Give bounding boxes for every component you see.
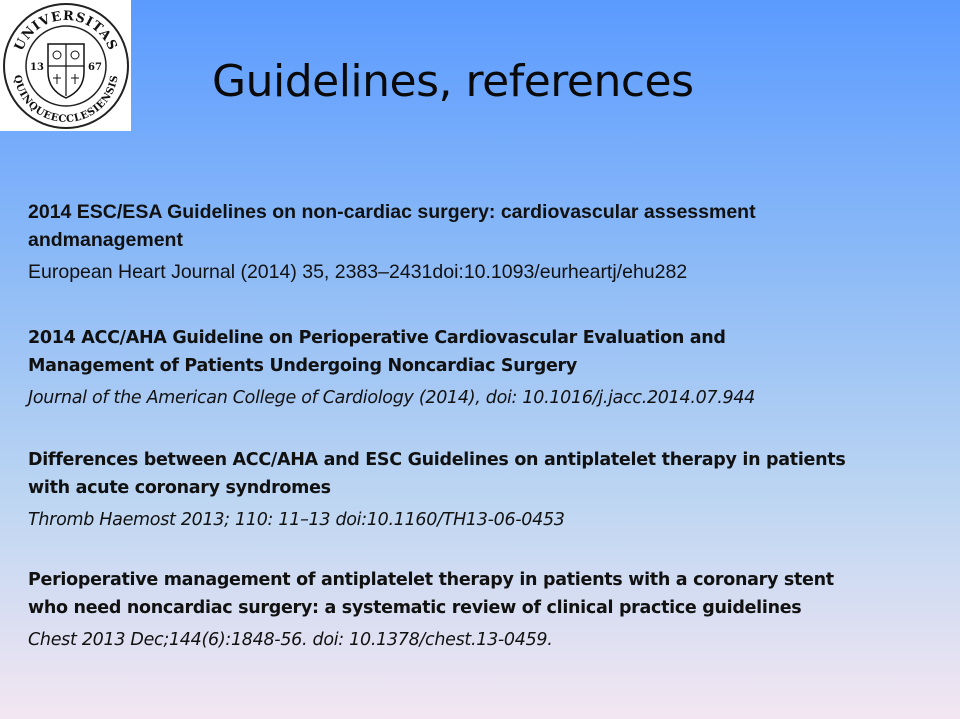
reference-title-line: andmanagement — [28, 229, 183, 251]
reference-source: Chest 2013 Dec;144(6):1848-56. doi: 10.1378/chest.13-0459. — [28, 630, 553, 650]
reference-title-line: who need noncardiac surgery: a systematic review of clinical practice guidelines — [28, 598, 802, 618]
reference-item — [28, 324, 948, 412]
reference-title-line: Management of Patients Undergoing Noncardiac Surgery — [28, 356, 577, 376]
reference-title-line: Perioperative management of antiplatelet therapy in patients with a coronary stent — [28, 570, 834, 590]
seal-icon — [0, 0, 131, 131]
reference-item — [28, 198, 948, 286]
svg-text:UNIVERSITAS: UNIVERSITAS — [12, 8, 120, 54]
svg-text:67: 67 — [88, 62, 102, 73]
university-seal-logo — [0, 0, 131, 131]
reference-item — [28, 446, 948, 534]
reference-list — [28, 198, 948, 654]
reference-item — [28, 566, 948, 654]
svg-text:QUINQUEECCLESIENSIS: QUINQUEECCLESIENSIS — [11, 74, 121, 126]
reference-title-line: 2014 ESC/ESA Guidelines on non-cardiac surgery: cardiovascular assessment — [28, 201, 756, 223]
reference-source: Journal of the American College of Cardiology (2014), doi: 10.1016/j.jacc.2014.07.944 — [28, 388, 756, 408]
reference-source: European Heart Journal (2014) 35, 2383–2431doi:10.1093/eurheartj/ehu282 — [28, 261, 688, 283]
page-title: Guidelines, references — [212, 56, 694, 107]
reference-title-line: with acute coronary syndromes — [28, 478, 331, 498]
reference-title-line: Differences between ACC/AHA and ESC Guidelines on antiplatelet therapy in patients — [28, 450, 846, 470]
svg-text:13: 13 — [30, 62, 44, 73]
reference-title-line: 2014 ACC/AHA Guideline on Perioperative Cardiovascular Evaluation and — [28, 328, 726, 348]
reference-source: Thromb Haemost 2013; 110: 11–13 doi:10.1160/TH13-06-0453 — [28, 510, 565, 530]
